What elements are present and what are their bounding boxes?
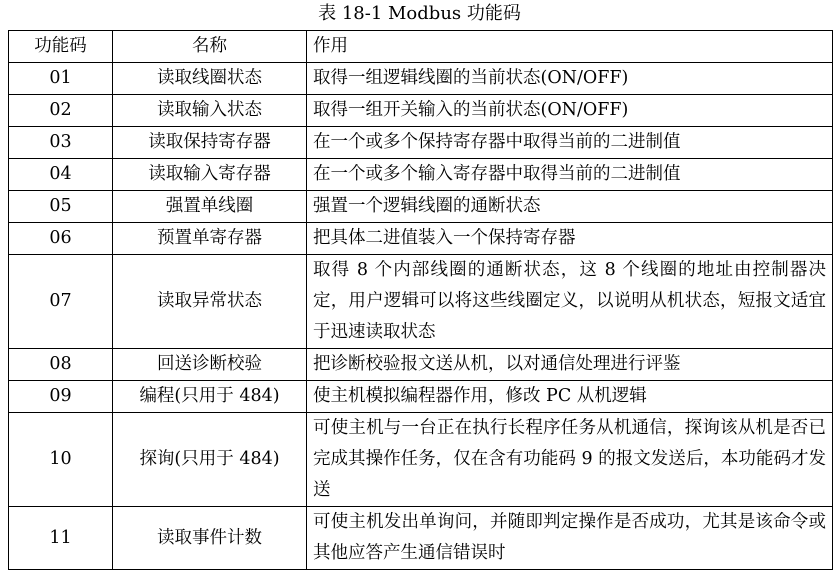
table-row xyxy=(9,63,833,95)
function-purpose-cell: 可使主机与一台正在执行长程序任务从机通信，探询该从机是否已完成其操作任务，仅在含有功能码 9 的报文发送后，本功能码才发送 xyxy=(307,413,833,507)
header-name: 名称 xyxy=(113,31,307,63)
header-purpose: 作用 xyxy=(307,31,833,63)
function-purpose-cell: 把具体二进值装入一个保持寄存器 xyxy=(307,223,833,255)
function-code-cell: 11 xyxy=(9,507,113,570)
function-code-cell: 05 xyxy=(9,191,113,223)
table-row xyxy=(9,95,833,127)
function-name-cell: 预置单寄存器 xyxy=(113,223,307,255)
function-name-cell: 读取输入寄存器 xyxy=(113,159,307,191)
table-row xyxy=(9,223,833,255)
function-code-cell: 08 xyxy=(9,349,113,381)
function-code-cell: 10 xyxy=(9,413,113,507)
function-code-cell: 02 xyxy=(9,95,113,127)
table-row xyxy=(9,413,833,507)
table-row xyxy=(9,349,833,381)
function-purpose-cell: 强置一个逻辑线圈的通断状态 xyxy=(307,191,833,223)
function-purpose-cell: 可使主机发出单询问，并随即判定操作是否成功，尤其是该命令或其他应答产生通信错误时 xyxy=(307,507,833,570)
function-purpose-cell: 取得 8 个内部线圈的通断状态，这 8 个线圈的地址由控制器决定，用户逻辑可以将这些线圈定义，以说明从机状态，短报文适宜于迅速读取状态 xyxy=(307,255,833,349)
table-header-row xyxy=(9,31,833,63)
function-purpose-cell: 在一个或多个输入寄存器中取得当前的二进制值 xyxy=(307,159,833,191)
table-row xyxy=(9,191,833,223)
table-row xyxy=(9,159,833,191)
function-code-cell: 07 xyxy=(9,255,113,349)
table-row xyxy=(9,381,833,413)
function-name-cell: 读取异常状态 xyxy=(113,255,307,349)
function-purpose-cell: 使主机模拟编程器作用，修改 PC 从机逻辑 xyxy=(307,381,833,413)
function-name-cell: 读取事件计数 xyxy=(113,507,307,570)
function-purpose-cell: 在一个或多个保持寄存器中取得当前的二进制值 xyxy=(307,127,833,159)
modbus-function-code-table xyxy=(8,30,833,570)
function-code-cell: 03 xyxy=(9,127,113,159)
function-code-cell: 04 xyxy=(9,159,113,191)
function-code-cell: 01 xyxy=(9,63,113,95)
function-code-cell: 06 xyxy=(9,223,113,255)
function-name-cell: 回送诊断校验 xyxy=(113,349,307,381)
table-row xyxy=(9,127,833,159)
table-row xyxy=(9,507,833,570)
function-code-cell: 09 xyxy=(9,381,113,413)
header-function-code: 功能码 xyxy=(9,31,113,63)
table-caption: 表 18-1 Modbus 功能码 xyxy=(318,3,521,24)
function-purpose-cell: 把诊断校验报文送从机，以对通信处理进行评鉴 xyxy=(307,349,833,381)
function-name-cell: 读取保持寄存器 xyxy=(113,127,307,159)
function-name-cell: 编程(只用于 484) xyxy=(113,381,307,413)
table-row xyxy=(9,255,833,349)
function-name-cell: 读取线圈状态 xyxy=(113,63,307,95)
function-name-cell: 探询(只用于 484) xyxy=(113,413,307,507)
function-purpose-cell: 取得一组开关输入的当前状态(ON/OFF) xyxy=(307,95,833,127)
function-name-cell: 读取输入状态 xyxy=(113,95,307,127)
function-name-cell: 强置单线圈 xyxy=(113,191,307,223)
function-purpose-cell: 取得一组逻辑线圈的当前状态(ON/OFF) xyxy=(307,63,833,95)
